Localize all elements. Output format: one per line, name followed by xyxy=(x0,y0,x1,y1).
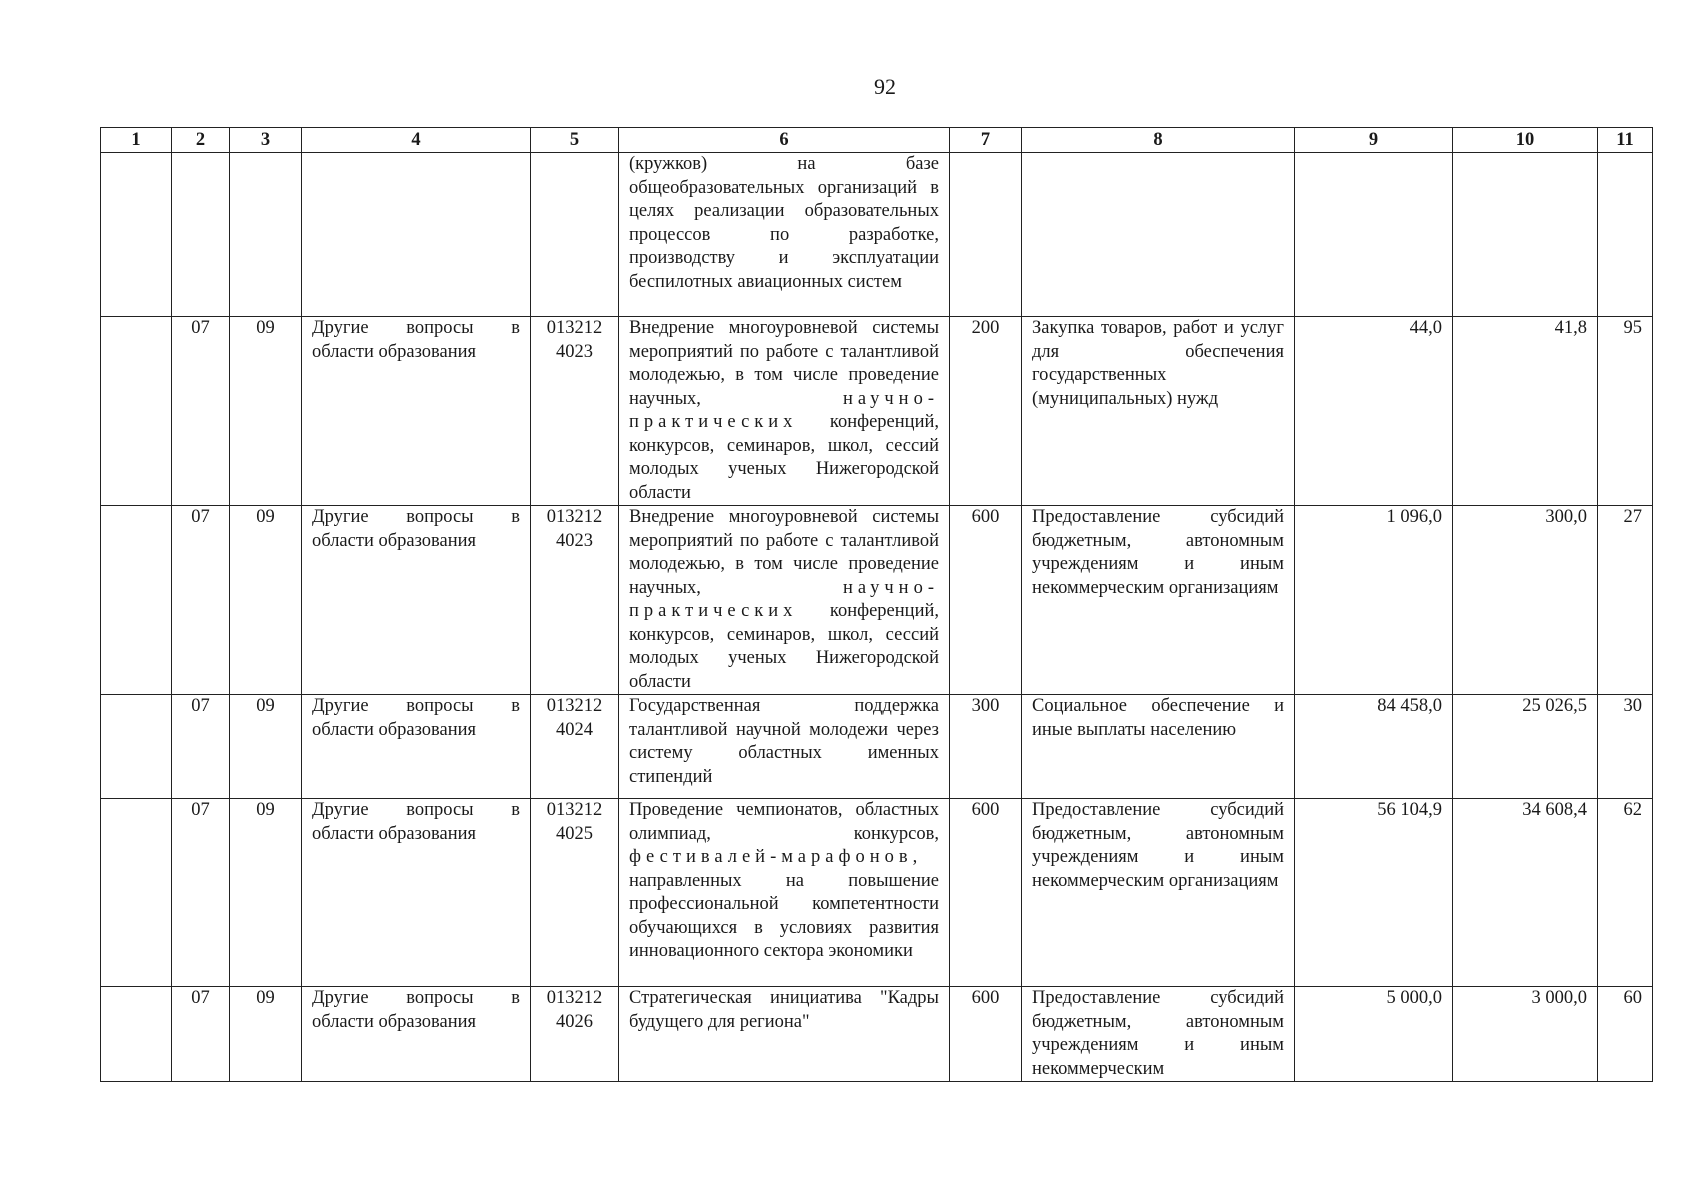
column-header: 11 xyxy=(1598,128,1653,153)
cell-section: 07 xyxy=(172,317,230,506)
description-part-1: Внедрение многоуровневой системы мероприятий по работе с талантливой молодежью, в том числе проведение научных, xyxy=(629,318,939,409)
code-part-2: 4026 xyxy=(556,1011,593,1032)
cell-expense-type: Предоставление субсидий бюджетным, автономным учреждениям и иным некоммерческим xyxy=(1022,987,1295,1082)
column-header: 5 xyxy=(531,128,619,153)
cell-amount-plan: 84 458,0 xyxy=(1295,695,1453,799)
code-part-2: 4023 xyxy=(556,341,593,362)
table-row xyxy=(101,799,1653,987)
cell-expense-type: Предоставление субсидий бюджетным, автономным учреждениям и иным некоммерческим организациям xyxy=(1022,506,1295,695)
cell-index xyxy=(101,987,172,1082)
cell-expense-code: 200 xyxy=(950,317,1022,506)
column-header: 6 xyxy=(619,128,950,153)
column-header: 2 xyxy=(172,128,230,153)
cell-section: 07 xyxy=(172,506,230,695)
description-part-3: направленных на повышение профессиональной компетентности обучающихся в условиях развития инновационного сектора экономики xyxy=(629,870,939,961)
description-part-2: научно-практических xyxy=(629,388,939,432)
cell-section: 07 xyxy=(172,799,230,987)
description-part-3: конференций, конкурсов, семинаров, школ, сессий молодых ученых Нижегородской области xyxy=(629,412,939,503)
table-row xyxy=(101,153,1653,317)
cell-amount-actual: 41,8 xyxy=(1453,317,1598,506)
page-number: 92 xyxy=(874,74,896,99)
cell-percent: 60 xyxy=(1598,987,1653,1082)
code-part-1: 013212 xyxy=(546,318,603,338)
cell-percent: 62 xyxy=(1598,799,1653,987)
cell-amount-plan: 56 104,9 xyxy=(1295,799,1453,987)
header-row xyxy=(101,128,1653,153)
cell-description: Стратегическая инициатива "Кадры будущего для региона" xyxy=(619,987,950,1082)
cell-section: 07 xyxy=(172,987,230,1082)
cell-amount-plan: 1 096,0 xyxy=(1295,506,1453,695)
table-row xyxy=(101,987,1653,1082)
column-header: 7 xyxy=(950,128,1022,153)
description-part-3: конференций, конкурсов, семинаров, школ, сессий молодых ученых Нижегородской области xyxy=(629,601,939,692)
column-header: 8 xyxy=(1022,128,1295,153)
cell-description: Государственная поддержка талантливой научной молодежи через систему областных именных стипендий xyxy=(619,695,950,799)
cell-subsection: 09 xyxy=(230,506,302,695)
cell-percent: 95 xyxy=(1598,317,1653,506)
cell-expense-code: 600 xyxy=(950,506,1022,695)
cell-percent: 30 xyxy=(1598,695,1653,799)
cell-section-name: Другие вопросы в области образования xyxy=(302,317,531,506)
cell-expense-code: 600 xyxy=(950,799,1022,987)
cell-percent: 27 xyxy=(1598,506,1653,695)
cell-amount-actual: 34 608,4 xyxy=(1453,799,1598,987)
cell-subsection: 09 xyxy=(230,799,302,987)
description-part-1: Внедрение многоуровневой системы мероприятий по работе с талантливой молодежью, в том числе проведение научных, xyxy=(629,507,939,598)
column-header: 10 xyxy=(1453,128,1598,153)
description-part-2: фестивалей-марафонов, xyxy=(629,847,923,867)
cell-amount-plan: 44,0 xyxy=(1295,317,1453,506)
cell-description xyxy=(619,317,950,506)
cell-amount-actual: 25 026,5 xyxy=(1453,695,1598,799)
cell-section xyxy=(172,153,230,317)
cell-index xyxy=(101,695,172,799)
description-part-2: научно-практических xyxy=(629,577,939,621)
cell-amount-actual: 3 000,0 xyxy=(1453,987,1598,1082)
description-part-1: Проведение чемпионатов, областных олимпиад, конкурсов, xyxy=(629,800,939,844)
column-header: 3 xyxy=(230,128,302,153)
code-part-2: 4025 xyxy=(556,823,593,844)
cell-expense-code xyxy=(950,153,1022,317)
cell-target-code xyxy=(531,987,619,1082)
code-part-2: 4023 xyxy=(556,530,593,551)
cell-expense-code: 600 xyxy=(950,987,1022,1082)
cell-expense-type: Предоставление субсидий бюджетным, автономным учреждениям и иным некоммерческим организациям xyxy=(1022,799,1295,987)
cell-target-code xyxy=(531,153,619,317)
cell-description xyxy=(619,506,950,695)
cell-section-name: Другие вопросы в области образования xyxy=(302,695,531,799)
table-row xyxy=(101,317,1653,506)
cell-expense-code: 300 xyxy=(950,695,1022,799)
cell-section-name: Другие вопросы в области образования xyxy=(302,987,531,1082)
cell-subsection: 09 xyxy=(230,695,302,799)
cell-amount-plan xyxy=(1295,153,1453,317)
cell-index xyxy=(101,506,172,695)
cell-amount-actual xyxy=(1453,153,1598,317)
cell-subsection xyxy=(230,153,302,317)
cell-amount-plan: 5 000,0 xyxy=(1295,987,1453,1082)
code-part-1: 013212 xyxy=(546,800,603,820)
cell-target-code xyxy=(531,317,619,506)
cell-expense-type: Закупка товаров, работ и услуг для обеспечения государственных (муниципальных) нужд xyxy=(1022,317,1295,506)
code-part-1: 013212 xyxy=(546,988,603,1008)
cell-description: (кружков) на базе общеобразовательных организаций в целях реализации образовательных процессов по разработке, производству и эксплуатации беспилотных авиационных систем xyxy=(619,153,950,317)
cell-subsection: 09 xyxy=(230,317,302,506)
column-header: 9 xyxy=(1295,128,1453,153)
cell-section: 07 xyxy=(172,695,230,799)
cell-index xyxy=(101,799,172,987)
cell-index xyxy=(101,153,172,317)
cell-target-code xyxy=(531,506,619,695)
column-header: 1 xyxy=(101,128,172,153)
cell-target-code xyxy=(531,695,619,799)
cell-section-name: Другие вопросы в области образования xyxy=(302,799,531,987)
cell-subsection: 09 xyxy=(230,987,302,1082)
cell-amount-actual: 300,0 xyxy=(1453,506,1598,695)
cell-section-name: Другие вопросы в области образования xyxy=(302,506,531,695)
cell-description xyxy=(619,799,950,987)
code-part-2: 4024 xyxy=(556,719,593,740)
budget-table xyxy=(100,127,1653,1082)
cell-target-code xyxy=(531,799,619,987)
table-row xyxy=(101,695,1653,799)
column-header: 4 xyxy=(302,128,531,153)
code-part-1: 013212 xyxy=(546,507,603,527)
cell-expense-type: Социальное обеспечение и иные выплаты населению xyxy=(1022,695,1295,799)
cell-percent xyxy=(1598,153,1653,317)
table-row xyxy=(101,506,1653,695)
cell-expense-type xyxy=(1022,153,1295,317)
cell-index xyxy=(101,317,172,506)
cell-section-name xyxy=(302,153,531,317)
code-part-1: 013212 xyxy=(546,696,603,716)
